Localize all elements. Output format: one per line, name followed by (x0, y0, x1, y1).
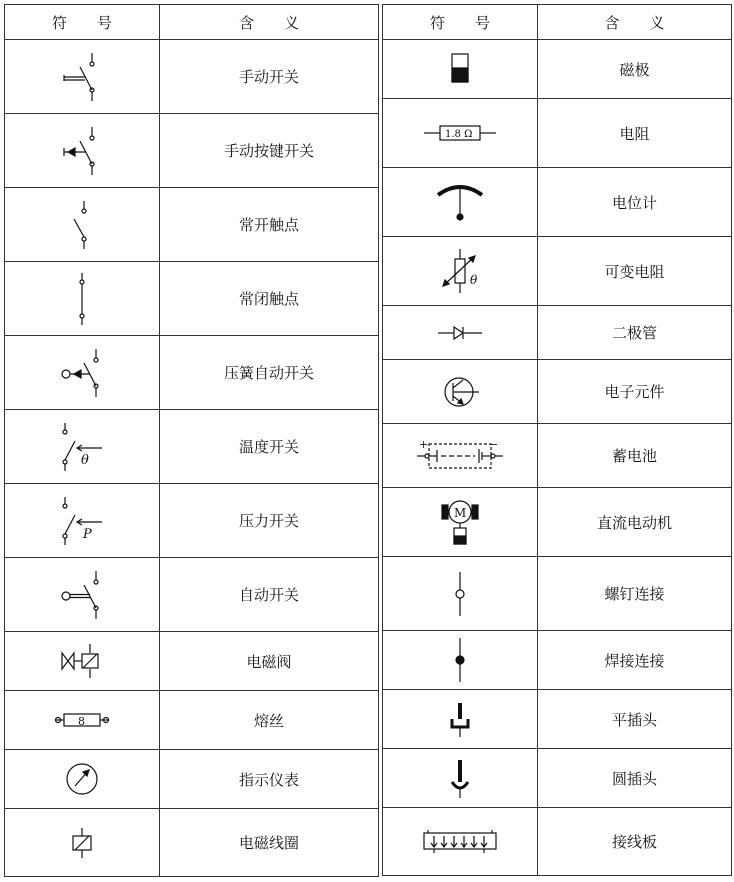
table-row (5, 750, 379, 809)
fuse-icon (5, 691, 160, 750)
variable-resistor-icon (383, 237, 538, 306)
table-row (383, 749, 732, 808)
meaning-cell: 压簧自动开关 (160, 336, 379, 410)
meaning-cell: 温度开关 (160, 410, 379, 484)
table-row (5, 809, 379, 877)
svg-text:−: − (489, 437, 499, 451)
table-row (383, 631, 732, 690)
temperature-switch-icon (5, 410, 160, 484)
meaning-cell: 焊接连接 (538, 631, 732, 690)
meaning-cell: 螺钉连接 (538, 557, 732, 631)
indicator-meter-icon (5, 750, 160, 809)
meaning-cell: 磁极 (538, 40, 732, 99)
svg-text:M: M (454, 506, 467, 520)
meaning-cell: 可变电阻 (538, 237, 732, 306)
table-row (383, 168, 732, 237)
meaning-cell: 电子元件 (538, 360, 732, 424)
meaning-cell: 手动开关 (160, 40, 379, 114)
welded-connection-icon (383, 631, 538, 690)
table-row (383, 424, 732, 488)
table-row (383, 488, 732, 557)
table-row (5, 632, 379, 691)
diode-icon (383, 306, 538, 360)
symbol-column-header: 符 号 (5, 5, 160, 40)
potentiometer-icon (383, 168, 538, 237)
meaning-cell: 平插头 (538, 690, 732, 749)
manual-pushbutton-switch-icon (5, 114, 160, 188)
table-row (5, 484, 379, 558)
automatic-switch-icon (5, 558, 160, 632)
normally-open-contact-icon (5, 188, 160, 262)
table-row (5, 262, 379, 336)
round-plug-icon (383, 749, 538, 808)
meaning-cell: 电位计 (538, 168, 732, 237)
meaning-column-header: 含 义 (538, 5, 732, 40)
pressure-switch-icon (5, 484, 160, 558)
table-row (5, 558, 379, 632)
meaning-cell: 直流电动机 (538, 488, 732, 557)
resistor-icon (383, 99, 538, 168)
manual-switch-icon (5, 40, 160, 114)
meaning-cell: 电阻 (538, 99, 732, 168)
table-row (5, 691, 379, 750)
electromagnetic-coil-icon (5, 809, 160, 877)
electronic-component-icon (383, 360, 538, 424)
svg-text:1.8 Ω: 1.8 Ω (445, 129, 473, 140)
battery-icon (383, 424, 538, 488)
meaning-column-header: 含 义 (160, 5, 379, 40)
svg-text:θ: θ (470, 273, 478, 287)
svg-text:+: + (419, 437, 429, 451)
meaning-cell: 常开触点 (160, 188, 379, 262)
table-row (5, 40, 379, 114)
screw-connection-icon (383, 557, 538, 631)
symbol-column-header: 符 号 (383, 5, 538, 40)
table-row (5, 410, 379, 484)
table-row (383, 557, 732, 631)
symbol-table-right (382, 4, 732, 876)
table-row (383, 237, 732, 306)
dc-motor-icon (383, 488, 538, 557)
meaning-cell: 手动按键开关 (160, 114, 379, 188)
flat-plug-icon (383, 690, 538, 749)
table-row (5, 114, 379, 188)
meaning-cell: 熔丝 (160, 691, 379, 750)
svg-text:8: 8 (78, 715, 85, 728)
spring-automatic-switch-icon (5, 336, 160, 410)
normally-closed-contact-icon (5, 262, 160, 336)
meaning-cell: 电磁阀 (160, 632, 379, 691)
svg-text:θ: θ (81, 452, 89, 468)
table-row (5, 336, 379, 410)
meaning-cell: 二极管 (538, 306, 732, 360)
table-row (383, 40, 732, 99)
table-header-row (5, 5, 379, 40)
solenoid-valve-icon (5, 632, 160, 691)
meaning-cell: 蓄电池 (538, 424, 732, 488)
meaning-cell: 指示仪表 (160, 750, 379, 809)
table-row (383, 690, 732, 749)
table-row (383, 360, 732, 424)
table-row (383, 99, 732, 168)
magnetic-pole-icon (383, 40, 538, 99)
terminal-board-icon (383, 808, 538, 876)
meaning-cell: 常闭触点 (160, 262, 379, 336)
table-header-row (383, 5, 732, 40)
table-row (383, 306, 732, 360)
meaning-cell: 接线板 (538, 808, 732, 876)
table-row (383, 808, 732, 876)
symbol-table-left (4, 4, 379, 877)
symbol-table-page (4, 4, 731, 877)
table-row (5, 188, 379, 262)
meaning-cell: 圆插头 (538, 749, 732, 808)
svg-text:P: P (83, 526, 92, 542)
meaning-cell: 电磁线圈 (160, 809, 379, 877)
meaning-cell: 压力开关 (160, 484, 379, 558)
meaning-cell: 自动开关 (160, 558, 379, 632)
